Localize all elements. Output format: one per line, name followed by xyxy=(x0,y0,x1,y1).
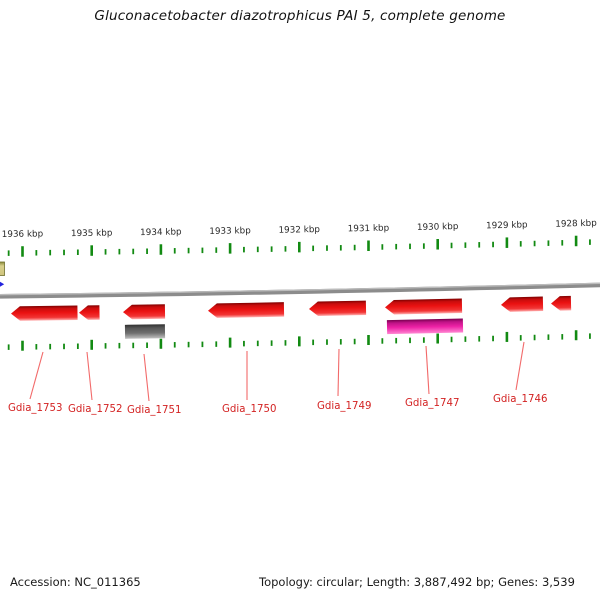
ruler-tick-minor xyxy=(257,247,259,253)
gene-glyph-Gdia_1751[interactable] xyxy=(123,304,165,319)
ruler-label: 1929 kbp xyxy=(486,220,528,232)
ruler-tick-minor xyxy=(451,337,453,343)
ruler-tick-minor xyxy=(174,248,176,254)
ruler-tick-minor xyxy=(49,250,51,256)
ruler-label: 1932 kbp xyxy=(278,225,321,236)
ruler-tick-minor xyxy=(202,248,204,254)
ruler-label: 1931 kbp xyxy=(347,223,390,235)
ruler-tick-minor xyxy=(534,241,536,247)
ruler-tick-minor xyxy=(77,344,79,350)
ruler-tick-minor xyxy=(354,339,356,345)
gene-label-Gdia_1749[interactable]: Gdia_1749 xyxy=(317,401,372,412)
ruler-tick-minor xyxy=(340,245,342,251)
gene-glyph[interactable] xyxy=(125,324,165,339)
ruler-label: 1928 kbp xyxy=(555,218,597,230)
partial-gene-glyph-blue-arrow[interactable] xyxy=(0,282,4,288)
ruler-tick-minor xyxy=(8,250,10,256)
ruler-label: 1930 kbp xyxy=(416,222,459,233)
gene-shape[interactable] xyxy=(125,324,165,339)
ruler-tick-minor xyxy=(188,248,190,254)
ruler-tick-major xyxy=(436,239,439,250)
gene-shape[interactable] xyxy=(208,302,284,318)
ruler-tick-minor xyxy=(77,250,79,256)
ruler-tick-major xyxy=(90,340,93,350)
ruler-tick-minor xyxy=(340,339,342,345)
ruler-tick-major xyxy=(298,336,301,346)
ruler-tick-minor xyxy=(478,336,480,342)
accession-text: Accession: NC_011365 xyxy=(10,575,141,589)
ruler-tick-minor xyxy=(561,240,563,246)
gene-shape[interactable] xyxy=(79,305,100,320)
gene-glyph-Gdia_1747[interactable] xyxy=(387,318,463,334)
gene-shape[interactable] xyxy=(123,304,165,319)
ruler-tick-minor xyxy=(35,344,37,350)
ruler-tick-minor xyxy=(534,335,536,341)
ruler-tick-minor xyxy=(451,243,453,249)
ruler-tick-minor xyxy=(326,339,328,345)
ruler-tick-minor xyxy=(589,333,591,339)
ruler-tick-minor xyxy=(395,244,397,250)
topology-text: Topology: circular; Length: 3,887,492 bp; Genes: 3,539 xyxy=(259,575,575,589)
ruler-tick-minor xyxy=(132,343,134,349)
ruler-tick-minor xyxy=(409,244,411,250)
ruler-tick-minor xyxy=(381,244,383,250)
ruler-ticks-top xyxy=(8,236,591,257)
ruler-tick-minor xyxy=(423,243,425,249)
ruler-tick-minor xyxy=(589,239,591,245)
ruler-tick-minor xyxy=(49,344,51,350)
gene-label-Gdia_1753[interactable]: Gdia_1753 xyxy=(8,403,63,414)
ruler-tick-minor xyxy=(174,342,176,348)
ruler-label: 1935 kbp xyxy=(70,228,113,240)
ruler-ticks-bottom xyxy=(8,330,591,351)
ruler-tick-major xyxy=(506,332,509,342)
ruler-tick-minor xyxy=(243,247,245,253)
ruler-tick-minor xyxy=(492,242,494,248)
ruler-label: 1933 kbp xyxy=(209,226,251,237)
ruler-tick-minor xyxy=(146,248,148,254)
gene-label-leader xyxy=(426,346,429,394)
ruler-tick-major xyxy=(367,335,370,345)
ruler-tick-minor xyxy=(105,343,107,349)
partial-gene-glyph-tan-box[interactable] xyxy=(0,262,5,276)
ruler-label: 1934 kbp xyxy=(140,227,182,239)
ruler-tick-minor xyxy=(381,338,383,344)
ruler-tick-minor xyxy=(118,249,120,255)
gene-label-Gdia_1752[interactable]: Gdia_1752 xyxy=(68,404,123,415)
ruler-tick-major xyxy=(436,334,439,344)
ruler-tick-minor xyxy=(188,342,190,348)
gene-glyph[interactable] xyxy=(385,298,462,314)
ruler-tick-minor xyxy=(35,250,37,256)
ruler-tick-minor xyxy=(395,338,397,344)
ruler-tick-minor xyxy=(243,341,245,347)
page-title: Gluconacetobacter diazotrophicus PAI 5, complete genome xyxy=(94,8,506,24)
gene-label-Gdia_1750[interactable]: Gdia_1750 xyxy=(222,404,277,415)
gene-shape[interactable] xyxy=(551,296,571,311)
ruler-tick-minor xyxy=(409,338,411,344)
ruler-tick-minor xyxy=(464,242,466,248)
gene-label-leader xyxy=(144,354,149,401)
ruler-tick-major xyxy=(160,244,163,255)
ruler-tick-minor xyxy=(105,249,107,255)
gene-glyph-Gdia_1749[interactable] xyxy=(309,301,366,317)
ruler-tick-minor xyxy=(285,246,287,252)
gene-glyph-Gdia_1752[interactable] xyxy=(79,305,100,320)
gene-label-leader xyxy=(30,352,43,399)
gene-label-Gdia_1747[interactable]: Gdia_1747 xyxy=(405,398,460,409)
ruler-tick-major xyxy=(229,243,232,254)
ruler-tick-minor xyxy=(464,336,466,342)
ruler-tick-minor xyxy=(146,342,148,348)
ruler-labels xyxy=(2,219,598,240)
ruler-tick-minor xyxy=(63,344,65,350)
ruler-tick-minor xyxy=(63,250,65,256)
ruler-label: 1936 kbp xyxy=(1,229,44,240)
gene-glyph-Gdia_1746[interactable] xyxy=(501,297,543,313)
ruler-tick-minor xyxy=(118,343,120,349)
ruler-tick-minor xyxy=(492,336,494,342)
ruler-tick-major xyxy=(298,242,301,253)
gene-shape[interactable] xyxy=(385,298,462,314)
ruler-tick-minor xyxy=(478,242,480,248)
gene-labels xyxy=(8,342,547,416)
gene-shape[interactable] xyxy=(11,306,78,321)
ruler-tick-minor xyxy=(423,337,425,343)
gene-glyph[interactable] xyxy=(551,296,571,311)
gene-glyph-Gdia_1750[interactable] xyxy=(208,302,284,318)
ruler-tick-minor xyxy=(561,334,563,340)
ruler-tick-minor xyxy=(285,340,287,346)
ruler-tick-minor xyxy=(520,241,522,247)
ruler-tick-minor xyxy=(215,341,217,347)
ruler-tick-minor xyxy=(548,334,550,340)
ruler-tick-minor xyxy=(271,340,273,346)
gene-glyph-Gdia_1753[interactable] xyxy=(11,306,78,321)
ruler-tick-major xyxy=(575,236,578,247)
ruler-tick-minor xyxy=(215,247,217,253)
ruler-tick-minor xyxy=(8,344,10,350)
gene-label-Gdia_1746[interactable]: Gdia_1746 xyxy=(493,394,548,405)
ruler-tick-minor xyxy=(312,340,314,346)
ruler-tick-major xyxy=(367,241,370,252)
ruler-tick-minor xyxy=(257,341,259,347)
gene-label-leader xyxy=(516,342,524,390)
ruler-tick-minor xyxy=(202,342,204,348)
ruler-tick-minor xyxy=(326,245,328,251)
ruler-tick-major xyxy=(229,338,232,348)
gene-label-leader xyxy=(87,352,92,400)
ruler-tick-minor xyxy=(132,249,134,255)
ruler-tick-major xyxy=(506,237,509,248)
ruler-tick-minor xyxy=(548,240,550,246)
ruler-tick-major xyxy=(575,330,578,340)
gene-shape[interactable] xyxy=(501,297,543,313)
ruler-tick-major xyxy=(21,341,24,351)
ruler-tick-major xyxy=(90,245,93,256)
ruler-tick-minor xyxy=(271,246,273,252)
ruler-tick-major xyxy=(160,339,163,349)
gene-shape[interactable] xyxy=(387,318,463,334)
gene-shape[interactable] xyxy=(309,301,366,317)
ruler-tick-major xyxy=(21,246,24,257)
gene-label-leader xyxy=(338,349,339,396)
ruler-tick-minor xyxy=(312,246,314,252)
gene-label-Gdia_1751[interactable]: Gdia_1751 xyxy=(127,405,182,416)
ruler-tick-minor xyxy=(520,335,522,341)
ruler-tick-minor xyxy=(354,245,356,251)
